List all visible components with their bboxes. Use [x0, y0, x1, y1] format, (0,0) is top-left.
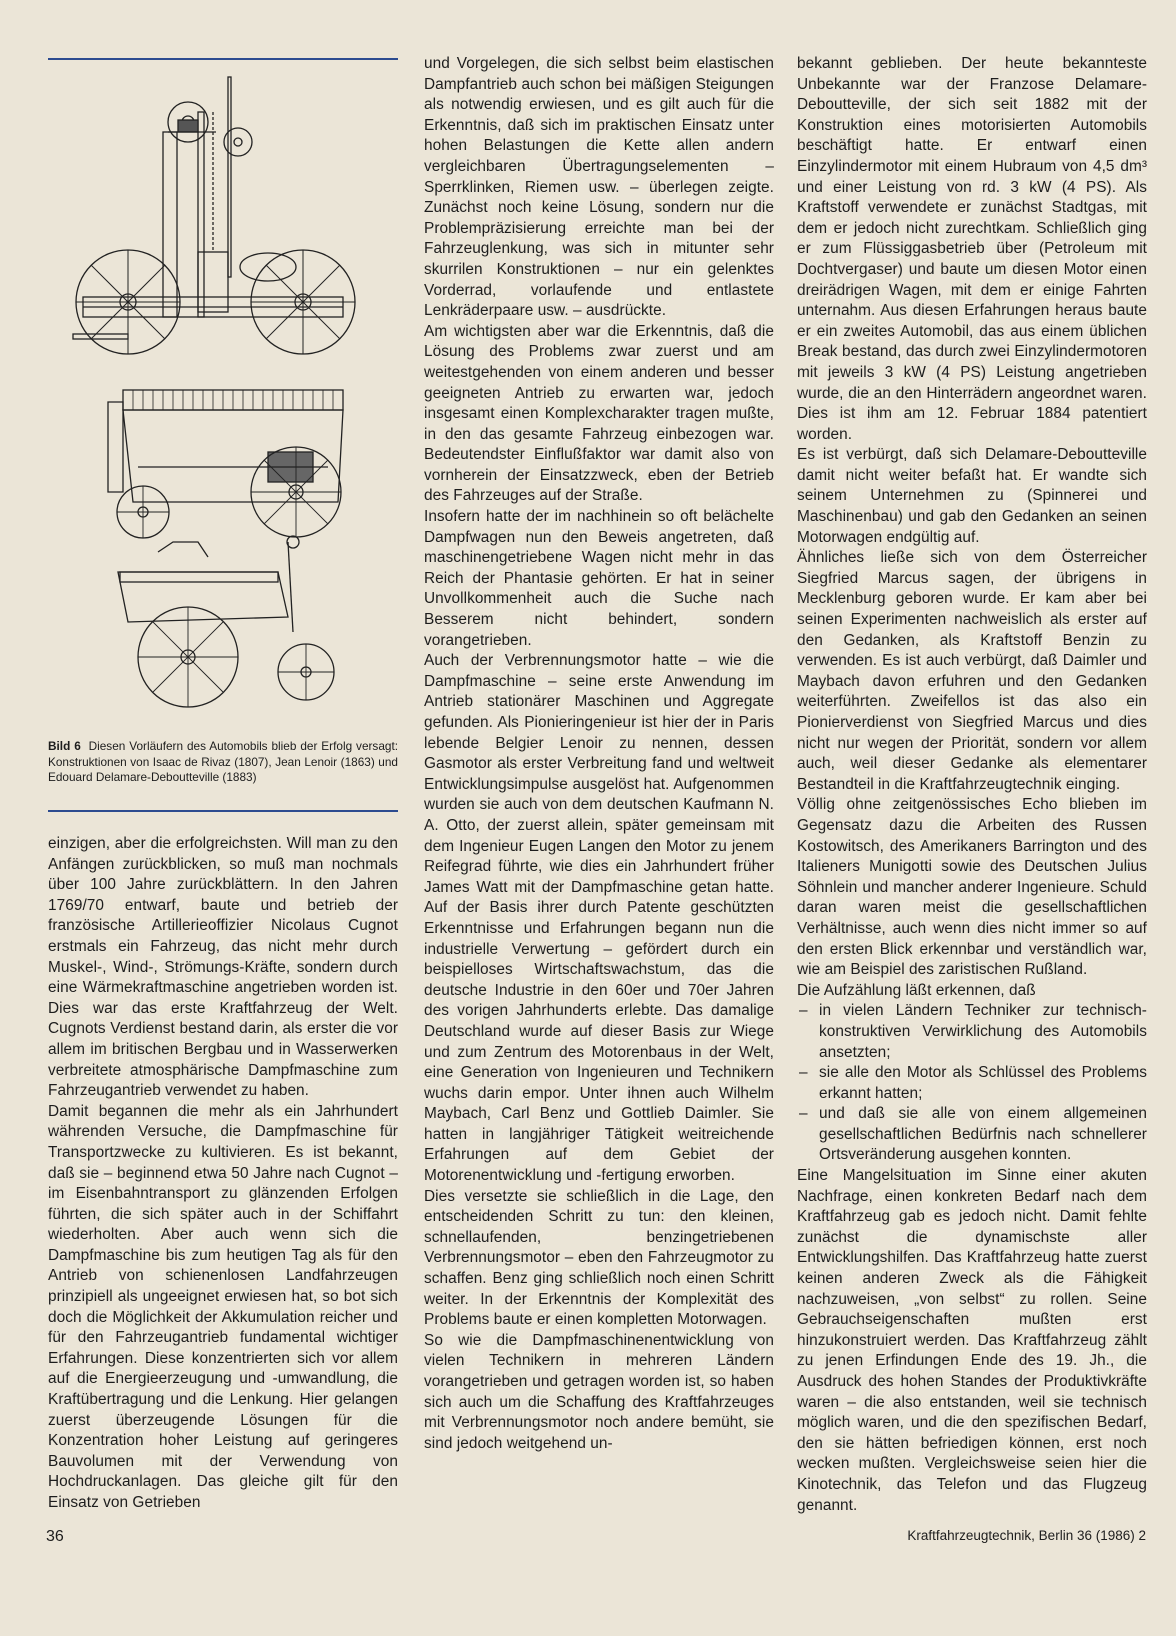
column-middle [424, 54, 774, 1454]
delamare-vehicle-drawing [118, 536, 334, 707]
page-number: 36 [46, 1528, 64, 1545]
caption-text: Diesen Vorläufern des Automobils blieb der Erfolg versagt: Konstruktionen von Isaac de Rivaz (1807), Jean Lenoir (1863) und Edouard Delamare-Deboutteville (1883) [48, 739, 399, 784]
paragraph: Auch der Verbrennungsmotor hatte – wie die Dampfmaschine – seine erste Anwendung im Antrieb stationärer Maschinen und Aggregate gefunden. Als Pionieringenieur ist hier der in Paris lebende Belgier Lenoir zu nennen, dessen Gasmotor als erster Verbreitung fand und weltweit Entwicklungsimpulse ausgelöst hat. Aufgenommen wurden sie auch von dem deutschen Kaufmann N. A. Otto, der zuerst allein, später gemeinsam mit dem Ingenieur Eugen Langen den Motor zu jenem Reifegrad führte, wie dies ein Jahrhundert früher James Watt mit der Dampfmaschine getan hatte. Auf der Basis ihrer durch Patente geschützten Erkenntnisse und Erfahrungen begann nun die industrielle Verwertung – gefördert durch ein beispielloses Wirtschaftswachstum, das die deutsche Industrie in den 60er und 70er Jahren des vorigen Jahrhunderts erlebte. Das damalige Deutschland wurde auf dieser Basis zur Wiege und zum Zentrum des Motorenbaus in der Welt, eine Generation von Ingenieuren und Technikern wuchs darin empor. Unter ihnen auch Wilhelm Maybach, Carl Benz und Gottlieb Daimler. Sie hatten in langjähriger Tätigkeit weitreichende Erfahrungen auf dem Gebiet der Motorenentwicklung und -fertigung erworben. [424, 652, 774, 1185]
paragraph: und Vorgelegen, die sich selbst beim elastischen Dampfantrieb auch schon bei mäßigen Steigungen als notwendig erwiesen, und es gilt auch für die Erkenntnis, daß sich im praktischen Einsatz unter hohen Belastungen die Kette allen andern vergleichbaren Übertragungselementen – Sperrklinken, Riemen usw. – überlegen zeigte. Zunächst noch keine Lösung, sondern nur die Problempräzisierung erreichte man bei der Fahrzeuglenkung, was sich in mitunter sehr skurrilen Konstruktionen – nur ein gelenktes Vorderrad, vorlaufende und entlastete Lenkräderpaare usw. – ausdrückte. [424, 55, 774, 320]
figure-bottom-rule [48, 810, 398, 812]
column-left [48, 834, 398, 1514]
dash-list [797, 1001, 1147, 1166]
figure-caption [48, 739, 398, 786]
paragraph: Am wichtigsten aber war die Erkenntnis, daß die Lösung des Problems zwar zuerst und am weitestgehenden von einem anderen und besser geeigneten Antrieb zu erwarten war, jedoch insgesamt einen Komplexcharakter tragen mußte, in den das gesamte Fahrzeug einbezogen war. Bedeutendster Einflußfaktor war damit also von vornherein der Einsatzzweck, eben der Betrieb des Fahrzeuges auf der Straße. [424, 322, 774, 505]
list-item: – sie alle den Motor als Schlüssel des Problems erkannt hatten; [797, 1063, 1147, 1104]
paragraph: Es ist verbürgt, daß sich Delamare-Deboutteville damit nicht weiter befaßt hat. Er wandte sich seinem Unternehmen zu (Spinnerei und Maschinenbau) und gab den Gedanken an seinen Motorwagen endgültig auf. [797, 446, 1147, 546]
paragraph: einzigen, aber die erfolgreichsten. Will man zu den Anfängen zurückblicken, so muß man nochmals über 100 Jahre zurückblättern. In den Jahren 1769/70 entwarf, baute und betrieb der französische Artillerieoffizier Nicolaus Cugnot erstmals ein Fahrzeug, das nicht mehr durch Muskel-, Wind-, Strömungs-Kräfte, sondern durch eine Wärmekraftmaschine angetrieben worden ist. Dies war das erste Kraftfahrzeug der Welt. Cugnots Verdienst bestand darin, als erster die vor allem im britischen Bergbau und in Wasserwerken verbreitete atmosphärische Dampfmaschine zum Fahrzeugantrieb verwendet zu haben. [48, 835, 398, 1100]
rivaz-vehicle-drawing [73, 77, 355, 354]
list-item: – in vielen Ländern Techniker zur technisch-konstruktiven Verwirklichung des Automobils ansetzten; [797, 1001, 1147, 1063]
paragraph: bekannt geblieben. Der heute bekannteste Unbekannte war der Franzose Delamare-Deboutteville, der sich seit 1882 mit der Konstruktion eines motorisierten Automobils beschäftigt hatte. Er entwarf einen Einzylindermotor mit einem Hubraum von 4,5 dm³ und einer Leistung von rd. 3 kW (4 PS). Als Kraftstoff verwendete er zunächst Stadtgas, mit dem er jedoch nicht zurechtkam. Schließlich ging er zum Flüssiggasbetrieb über (Petroleum mit Dochtvergaser) und baute um diesen Motor einen dreirädrigen Wagen, mit dem er einige Fahrten unternahm. Aus diesen Erfahrungen heraus baute er ein zweites Automobil, das aus einem üblichen Break bestand, das durch zwei Einzylindermotoren mit jeweils 3 kW (4 PS) Leistung angetrieben wurde, die an den Hinterrädern angeordnet waren. Dies ist ihm am 12. Februar 1884 patentiert worden. [797, 55, 1147, 443]
paragraph: So wie die Dampfmaschinenentwicklung von vielen Technikern in mehreren Ländern vorangetrieben und getragen worden ist, so haben sich auch um die Schaffung des Kraftfahrzeuges mit Verbrennungsmotor noch andere bemüht, sie sind jedoch weitgehend un- [424, 1331, 774, 1452]
figure-top-rule [48, 58, 398, 60]
paragraph: Dies versetzte sie schließlich in die Lage, den entscheidenden Schritt zu tun: den kleinen, schnellaufenden, benzingetriebenen Verbrennungsmotor – eben den Fahrzeugmotor zu schaffen. Benz ging schließlich noch einen Schritt weiter. In der Erkenntnis der Komplexität des Problems baute er einen kompletten Motorwagen. [424, 1187, 774, 1329]
column-right [797, 54, 1147, 1516]
paragraph: Insofern hatte der im nachhinein so oft belächelte Dampfwagen nun den Beweis angetreten, daß maschinengetriebene Wagen nicht mehr in das Reich der Phantasie gehörten. Er hat in seiner Unvollkommenheit auch die Suche nach Besserem nicht behindert, sondern vorangetrieben. [424, 508, 774, 649]
journal-citation: Kraftfahrzeugtechnik, Berlin 36 (1986) 2 [907, 1528, 1146, 1543]
vehicle-illustrations [48, 72, 398, 732]
lenoir-vehicle-drawing [108, 390, 343, 538]
paragraph: Damit begannen die mehr als ein Jahrhundert währenden Versuche, die Dampfmaschine für Transportzwecke zu kultivieren. Es ist bekannt, daß sie – beginnend etwa 50 Jahre nach Cugnot – im Eisenbahntransport zu glänzenden Erfolgen führten, die sich später auch in der Schiffahrt wiederholten. Aber auch wenn sich die Dampfmaschine bis zum heutigen Tag als für den Antrieb von schienenlosen Landfahrzeugen prinzipiell als ungeeignet erwiesen hat, so bot sich doch die Möglichkeit der Akkumulation reicher und für den Fahrzeugantrieb fundamental wichtiger Erfahrungen. Diese konzentrierten sich vor allem auf die Energieerzeugung und -umwandlung, die Kraftübertragung und die Lenkung. Hier gelangen zuerst überzeugende Lösungen für die Konzentration hoher Leistung auf geringeres Bauvolumen mit der Verwendung von Hochdruckanlagen. Das gleiche gilt für den Einsatz von Getrieben [48, 1102, 398, 1511]
paragraph: Eine Mangelsituation im Sinne einer akuten Nachfrage, einen konkreten Bedarf nach dem Kraftfahrzeug gab es jedoch nicht. Damit fehlte zunächst die dynamischste aller Entwicklungshilfen. Das Kraftfahrzeug hatte zuerst keinen anderen Zweck als die Fähigkeit nachzuweisen, „von selbst“ zu rollen. Seine Gebrauchseigenschaften mußten erst hinzukonstruiert werden. Das Kraftfahrzeug zählt zu jenen Erfindungen Ende des 19. Jh., die Ausdruck des hohen Standes der Produktivkräfte waren – die also entstanden, weil sie technisch möglich waren, und die den spezifischen Bedarf, den sie hätten befriedigen können, erst noch wecken mußten. Vergleichsweise seien hier die Kinotechnik, das Telefon und das Flugzeug genannt. [797, 1167, 1147, 1514]
paragraph: Völlig ohne zeitgenössisches Echo blieben im Gegensatz dazu die Arbeiten des Russen Kostowitsch, des Amerikaners Barrington und des Italieners Munigotti sowie des Deutschen Julius Söhnlein und mancher anderer Ingenieure. Schuld daran waren meist die gesellschaftlichen Verhältnisse, auch wenn dies nicht immer so auf den ersten Blick erkennbar und verständlich war, wie am Beispiel des zaristischen Rußland. [797, 796, 1147, 979]
paragraph: Ähnliches ließe sich von dem Österreicher Siegfried Marcus sagen, der übrigens in Mecklenburg geboren wurde. Er kam aber bei seinen Experimenten nachweislich als erster auf den Gedanken, als Kraftstoff Benzin zu verwenden. Es ist auch verbürgt, daß Daimler und Maybach davon erfuhren und den Gedanken weiterführten. Zweifellos ist das also ein Pionierverdienst von Siegfried Marcus und dies nicht nur wegen der Priorität, sondern vor allem auch, weil dieser Gedanke als elementarer Bestandteil in die Kraftfahrzeugtechnik einging. [797, 549, 1147, 793]
caption-label: Bild 6 [48, 739, 81, 753]
paragraph: Die Aufzählung läßt erkennen, daß [797, 981, 1036, 999]
list-item: – und daß sie alle von einem allgemeinen gesellschaftlichen Bedürfnis nach schnellerer Ortsveränderung ausgehen konnten. [797, 1104, 1147, 1166]
